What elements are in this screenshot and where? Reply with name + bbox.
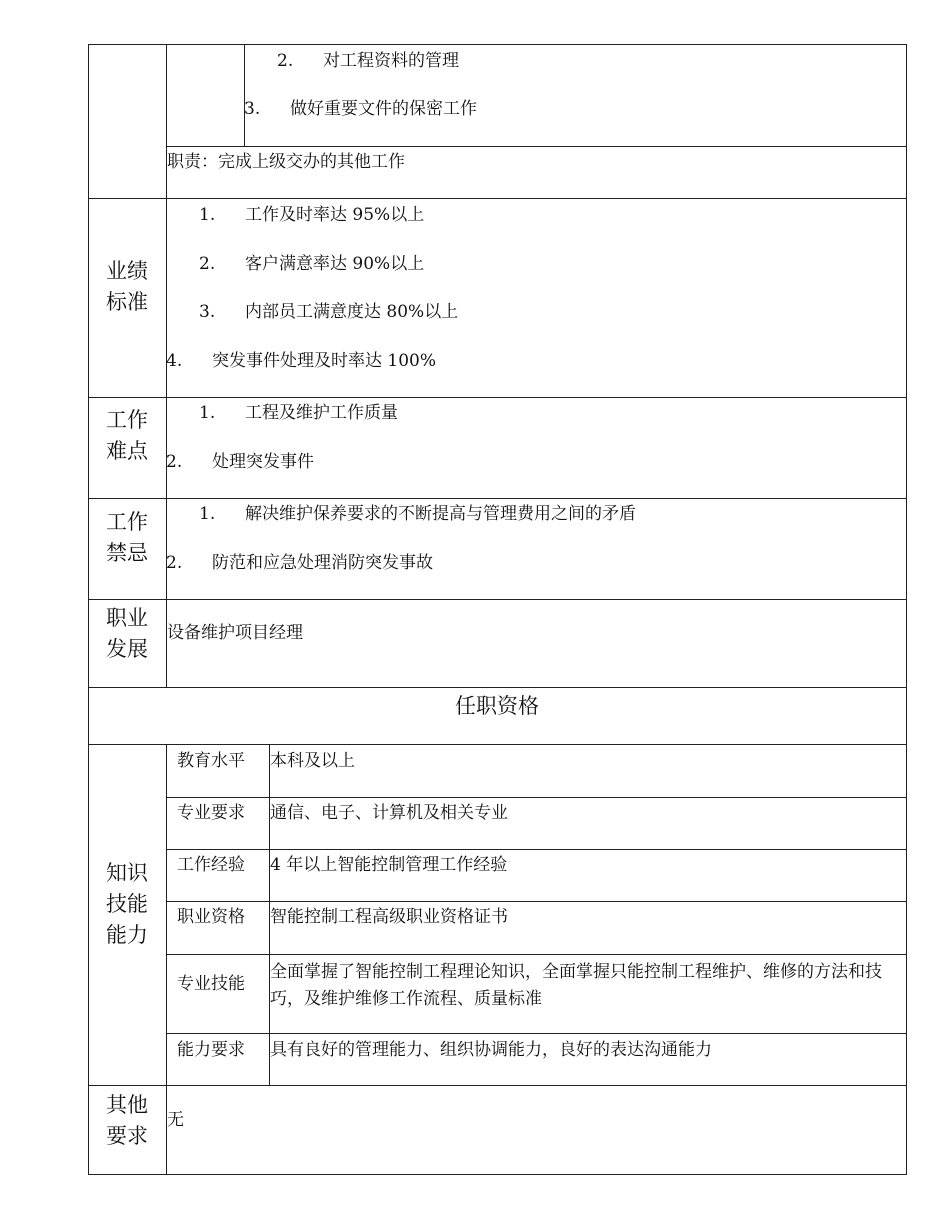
qual-value-major: 通信、电子、计算机及相关专业 (270, 803, 508, 823)
row-line-7 (88, 744, 907, 745)
qual-value-ability: 具有良好的管理能力、组织协调能力，良好的表达沟通能力 (270, 1040, 712, 1060)
duty-text: 职责：完成上级交办的其他工作 (167, 152, 405, 172)
performance-item-3: 3. 内部员工满意度达 80%以上 (199, 302, 459, 322)
qual-key-experience: 工作经验 (177, 855, 245, 875)
qual-key-certificate: 职业资格 (177, 907, 245, 927)
row-line-1 (166, 146, 907, 147)
taboo-label: 工作 禁忌 (106, 510, 148, 565)
performance-item-2: 2. 客户满意率达 90%以上 (199, 254, 425, 274)
performance-item-4: 4. 突发事件处理及时率达 100% (166, 351, 437, 371)
row-line-3 (88, 397, 907, 398)
career-label: 职业 发展 (106, 606, 148, 661)
qual-row-line-5 (166, 1033, 907, 1034)
qualification-title: 任职资格 (455, 694, 539, 718)
qual-row-line-3 (166, 901, 907, 902)
career-text: 设备维护项目经理 (167, 623, 303, 643)
performance-item-1: 1. 工作及时率达 95%以上 (199, 205, 425, 225)
sub-item-2: 2. 对工程资料的管理 (277, 51, 459, 71)
taboo-item-2: 2. 防范和应急处理消防突发事故 (166, 553, 433, 573)
qual-key-education: 教育水平 (177, 751, 245, 771)
difficulty-label: 工作 难点 (106, 408, 148, 463)
other-text: 无 (167, 1110, 184, 1130)
qual-row-line-4 (166, 954, 907, 955)
qual-value-certificate: 智能控制工程高级职业资格证书 (270, 907, 508, 927)
subcell-divider (244, 44, 245, 147)
qual-row-line-1 (166, 797, 907, 798)
qual-value-education: 本科及以上 (270, 751, 355, 771)
other-label: 其他 要求 (106, 1093, 148, 1148)
sub-item-3: 3. 做好重要文件的保密工作 (244, 99, 477, 119)
performance-label: 业绩 标准 (106, 259, 148, 314)
row-line-8 (88, 1085, 907, 1086)
difficulty-item-1: 1. 工程及维护工作质量 (199, 403, 398, 423)
qual-key-skills: 专业技能 (177, 974, 245, 994)
qualification-label: 知识 技能 能力 (106, 861, 148, 947)
row-line-2 (88, 198, 907, 199)
difficulty-item-2: 2. 处理突发事件 (166, 452, 314, 472)
qual-row-line-2 (166, 849, 907, 850)
taboo-item-1: 1. 解决维护保养要求的不断提高与管理费用之间的矛盾 (199, 504, 636, 524)
qual-value-skills: 全面掌握了智能控制工程理论知识，全面掌握只能控制工程维护、维修的方法和技巧，及维护维修工作流程、质量标准 (270, 962, 882, 1009)
row-line-6 (88, 687, 907, 688)
row-line-5 (88, 599, 907, 600)
qual-key-major: 专业要求 (177, 803, 245, 823)
row-line-4 (88, 498, 907, 499)
qual-value-experience: 4 年以上智能控制管理工作经验 (270, 855, 508, 875)
qual-key-ability: 能力要求 (177, 1040, 245, 1060)
